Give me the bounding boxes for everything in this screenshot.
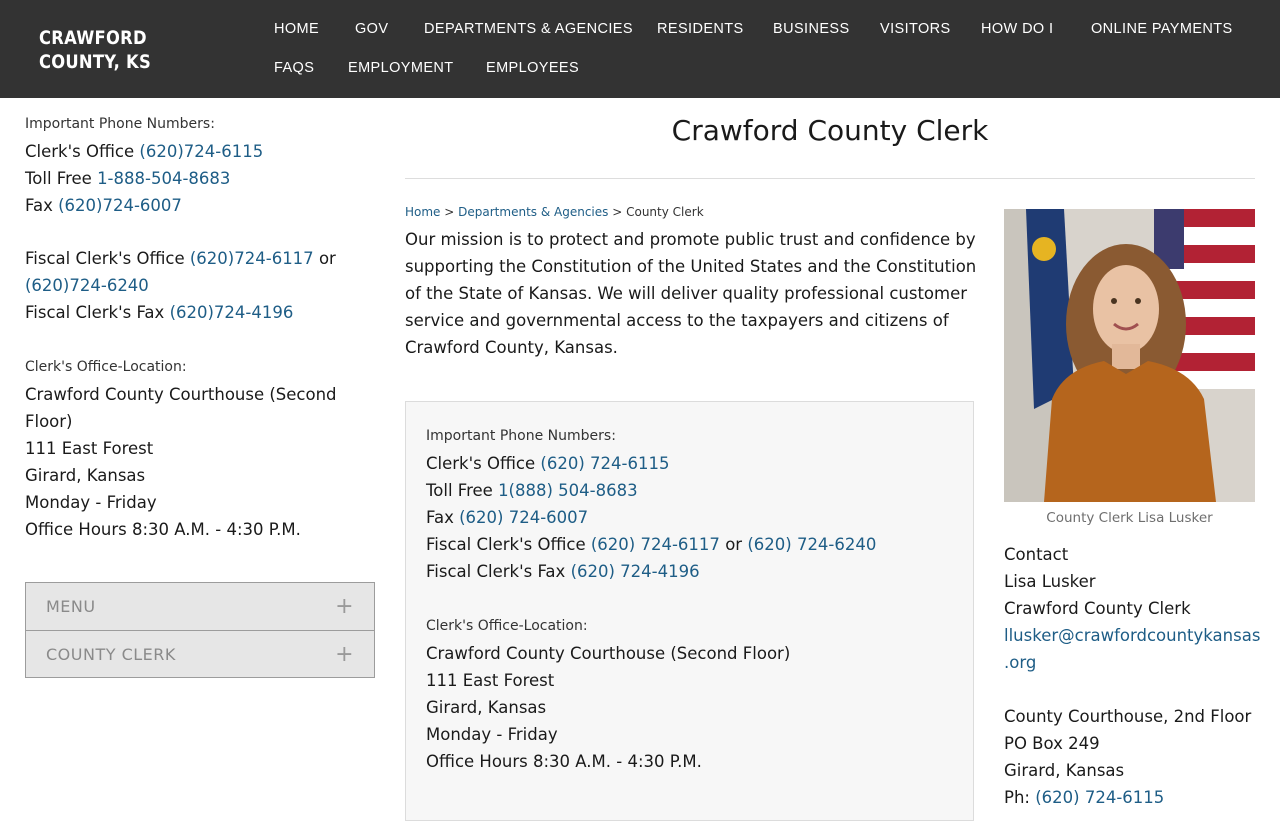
sidebar-toll-free-label: Toll Free [25, 169, 92, 188]
box-fax-label: Fax [426, 508, 454, 527]
box-fiscal-line [426, 531, 953, 558]
box-fiscal-phone2-link[interactable]: (620) 724-6240 [747, 535, 877, 554]
sidebar-location-line2: 111 East Forest [25, 439, 154, 458]
nav-gov[interactable]: GOV [355, 21, 389, 37]
contact-phone-line [1004, 784, 1264, 811]
accordion-county-clerk-label: COUNTY CLERK [46, 645, 176, 664]
mission-statement: Our mission is to protect and promote public trust and confidence by supporting the Constitution of the United States and the Constitution of the State of Kansas. We will deliver quality professional customer service and governmental access to the taxpayers and citizens of Crawford County, Kansas. [405, 230, 977, 357]
nav-home[interactable]: HOME [274, 21, 320, 37]
photo-caption: County Clerk Lisa Lusker [1046, 510, 1213, 526]
sidebar-location [25, 357, 345, 543]
nav-departments[interactable]: DEPARTMENTS & AGENCIES [424, 21, 633, 37]
sidebar-fiscal-or: or [318, 249, 336, 268]
box-fiscal-fax-phone-link[interactable]: (620) 724-4196 [570, 562, 700, 581]
accordion-county-clerk[interactable] [26, 630, 374, 677]
sidebar-location-line4: Monday - Friday [25, 493, 157, 512]
contact-spacer [1004, 676, 1264, 703]
sidebar-fiscal-fax-label: Fiscal Clerk's Fax [25, 303, 165, 322]
sidebar-fiscal-label: Fiscal Clerk's Office [25, 249, 185, 268]
contact-email-link[interactable]: llusker@crawfordcountykansas [1004, 626, 1261, 645]
nav-faqs[interactable]: FAQS [274, 60, 315, 76]
box-location-line2: 111 East Forest [426, 671, 555, 690]
sidebar-fiscal-phone2-line [25, 272, 365, 299]
sidebar-fax-phone-link[interactable]: (620)724-6007 [58, 196, 182, 215]
nav-business[interactable]: BUSINESS [773, 21, 850, 37]
box-location-label: Clerk's Office-Location: [426, 618, 588, 634]
sidebar-clerk-office-label: Clerk's Office [25, 142, 135, 161]
box-toll-free-label: Toll Free [426, 481, 493, 500]
info-box [405, 401, 974, 821]
box-fax-line [426, 504, 953, 531]
breadcrumb-departments[interactable]: Departments & Agencies [458, 205, 609, 219]
sidebar-location-line3: Girard, Kansas [25, 466, 146, 485]
contact-email-link-end[interactable]: .org [1004, 653, 1037, 672]
box-clerk-office-phone-link[interactable]: (620) 724-6115 [540, 454, 670, 473]
sidebar-fiscal [25, 245, 365, 326]
box-fiscal-fax-label: Fiscal Clerk's Fax [426, 562, 566, 581]
contact-email-line1 [1004, 622, 1264, 649]
plus-icon[interactable]: + [335, 642, 354, 667]
accordion-menu[interactable] [26, 583, 374, 630]
sidebar-fax-line [25, 192, 365, 219]
box-toll-free-phone-link[interactable]: 1(888) 504-8683 [498, 481, 638, 500]
site-logo[interactable]: CRAWFORD COUNTY, KS [39, 27, 152, 73]
contact-name: Lisa Lusker [1004, 572, 1096, 591]
nav-how-do-i[interactable]: HOW DO I [981, 21, 1054, 37]
sidebar-location-line1: Crawford County Courthouse (Second Floor) [25, 385, 337, 431]
clerk-photo [1004, 209, 1255, 502]
nav-residents[interactable]: RESIDENTS [657, 21, 744, 37]
box-location-line1: Crawford County Courthouse (Second Floor) [426, 644, 791, 663]
plus-icon[interactable]: + [335, 594, 354, 619]
box-toll-free-line [426, 477, 953, 504]
sidebar-toll-free-line [25, 165, 365, 192]
contact-role: Crawford County Clerk [1004, 599, 1191, 618]
breadcrumb-current: County Clerk [626, 205, 704, 219]
contact-phone-link[interactable]: (620) 724-6115 [1035, 788, 1165, 807]
sidebar-fiscal-fax-line [25, 299, 365, 326]
sidebar-phones [25, 114, 365, 219]
sidebar-toll-free-phone-link[interactable]: 1-888-504-8683 [97, 169, 231, 188]
nav-visitors[interactable]: VISITORS [880, 21, 951, 37]
box-phones-label: Important Phone Numbers: [426, 428, 616, 444]
sidebar-clerk-office-line [25, 138, 365, 165]
contact-block [1004, 541, 1264, 811]
sidebar-location-label: Clerk's Office-Location: [25, 359, 187, 375]
sidebar-fiscal-line [25, 245, 365, 272]
contact-address2: PO Box 249 [1004, 734, 1100, 753]
breadcrumb-home[interactable]: Home [405, 205, 441, 219]
sidebar-location-line5: Office Hours 8:30 A.M. - 4:30 P.M. [25, 520, 301, 539]
accordion-menu-label: MENU [46, 597, 96, 616]
nav-online-payments[interactable]: ONLINE PAYMENTS [1091, 21, 1233, 37]
box-fiscal-phone1-link[interactable]: (620) 724-6117 [590, 535, 720, 554]
sidebar-clerk-office-phone-link[interactable]: (620)724-6115 [139, 142, 264, 161]
site-header [0, 0, 1280, 98]
sidebar-phones-label: Important Phone Numbers: [25, 116, 215, 132]
nav-employees[interactable]: EMPLOYEES [486, 60, 580, 76]
sidebar-accordion [25, 582, 375, 678]
box-location-line3: Girard, Kansas [426, 698, 547, 717]
sidebar-fiscal-fax-phone-link[interactable]: (620)724-4196 [169, 303, 294, 322]
page-title: Crawford County Clerk [671, 114, 989, 147]
clerk-portrait-image [1004, 209, 1255, 502]
breadcrumb [405, 205, 704, 219]
contact-phone-label: Ph: [1004, 788, 1030, 807]
box-clerk-office-label: Clerk's Office [426, 454, 536, 473]
contact-address1: County Courthouse, 2nd Floor [1004, 707, 1252, 726]
title-divider [405, 178, 1255, 179]
nav-employment[interactable]: EMPLOYMENT [348, 60, 454, 76]
sidebar-fax-label: Fax [25, 196, 53, 215]
sidebar-fiscal-phone2-link[interactable]: (620)724-6240 [25, 276, 149, 295]
box-fiscal-fax-line [426, 558, 953, 585]
contact-heading: Contact [1004, 545, 1069, 564]
breadcrumb-separator: > [612, 205, 623, 219]
box-fax-phone-link[interactable]: (620) 724-6007 [459, 508, 589, 527]
breadcrumb-separator: > [444, 205, 455, 219]
box-location-line4: Monday - Friday [426, 725, 558, 744]
box-fiscal-label: Fiscal Clerk's Office [426, 535, 586, 554]
box-location-line5: Office Hours 8:30 A.M. - 4:30 P.M. [426, 752, 702, 771]
contact-email-line2 [1004, 649, 1264, 676]
box-clerk-office-line [426, 450, 953, 477]
contact-address3: Girard, Kansas [1004, 761, 1125, 780]
box-fiscal-or: or [725, 535, 743, 554]
sidebar-fiscal-phone1-link[interactable]: (620)724-6117 [189, 249, 314, 268]
